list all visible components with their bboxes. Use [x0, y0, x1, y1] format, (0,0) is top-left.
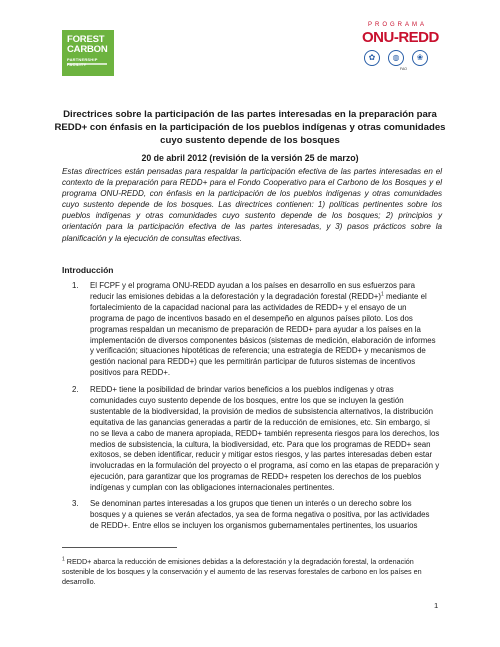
footnote-separator — [62, 547, 177, 548]
onu-redd-programa-label: PROGRAMA — [368, 22, 428, 28]
onu-redd-small-text: FAO — [400, 67, 408, 71]
footnote-text: REDD+ abarca la reducción de emisiones debidas a la deforestación y la degradación forestal, la ordenación sostenible de los bosques y la conservación y el aumento de las reservas forestales de carbono en los países en desarrollo. — [62, 557, 422, 586]
footnote — [62, 557, 442, 586]
list-item-text-before: El FCPF y el programa ONU-REDD ayudan a los países en desarrollo en sus esfuerzos para reducir las emisiones debidas a la deforestación y la degradación forestal (REDD+) — [90, 281, 415, 301]
partner-icons — [364, 50, 444, 66]
document-date: 20 de abril 2012 (revisión de la versión 25 de marzo) — [141, 153, 359, 163]
fao-icon: ✿ — [364, 50, 380, 66]
list-item-text-after: mediante el fortalecimiento de la capacidad nacional para las actividades de REDD+ y el ensayo de un programa de pago de incentivos basado en el desempeño en algunos países piloto. Los dos programas respaldan un mecanismo de preparación de REDD+ para ayudar a los países en la implementación de diversos componentes básicos (sistemas de medición, elaboración de informes y verificación; situaciones hipotéticas de referencia; una estrategia de REDD+ y mecanismos de gestión nacional para REDD+) que les permitirán participar de futuros sistemas de incentivos positivos para REDD+. — [90, 291, 436, 378]
footnote-number: 1 — [62, 556, 65, 563]
fcpf-logo-line3: PARTNERSHIP — [67, 57, 98, 62]
onu-redd-logo — [350, 20, 456, 80]
list-item-text: REDD+ tiene la posibilidad de brindar varios beneficios a los pueblos indígenas y otras comunidades cuyo sustento depende de los bosques, entre los que se incluyen la gestión sustentable de la biodiversidad, la provisión de medios de subsistencia alternativos, la distribución equitativa de las ganancias generadas a partir de la reducción de emisiones, etc. Sin embargo, si no se lleva a cabo de manera apropiada, REDD+ también representa riesgos para los derechos, los medios de subsistencia, la cultura, la biodiversidad, etc. Para que los programas de REDD+ sean exitosos, se deben identificar, reducir y mitigar estos riesgos, y las partes interesadas deben estar involucradas en la formulación del proyecto o el programa, así como en las etapas de preparación y ejecución, para garantizar que los programas de REDD+ respeten los derechos de los pueblos indígenas y cumplan con las obligaciones internacionales pertinentes. — [90, 385, 440, 493]
fcpf-logo-bar — [67, 63, 107, 65]
page-number: 1 — [434, 601, 439, 610]
fcpf-logo-line1: FOREST — [67, 34, 105, 45]
intro-paragraph: Estas directrices están pensadas para respaldar la participación efectiva de las partes interesadas en el contexto de la preparación para REDD+ para el Fondo Cooperativo para el Carbono de los Bosques y el programa ONU-REDD, con énfasis en la participación de los pueblos indígenas y otras comunidades cuyo sustento depende de los bosques. Las directrices contienen: 1) políticas pertinentes sobre los pueblos indígenas y otras comunidades cuyo sustento depende de los bosques; 2) principios y orientación para la participación efectiva de las partes interesadas, y 3) pasos prácticos sobre la planificación y la ejecución de consultas efectivas. — [62, 167, 442, 243]
list-item-number: 3. — [72, 499, 79, 508]
onu-redd-name: ONU-REDD — [362, 29, 439, 46]
undp-icon: ◍ — [388, 50, 404, 66]
list-item-number: 1. — [72, 281, 79, 290]
footnote-ref[interactable]: 1 — [381, 291, 384, 298]
fcpf-logo-line2: CARBON — [67, 44, 108, 55]
list-item-number: 2. — [72, 385, 79, 394]
list-item-text: Se denominan partes interesadas a los grupos que tienen un interés o un derecho sobre los bosques y a quienes se verán afectados, ya sea de forma negativa o positiva, por las actividades de REDD+. Entre ellos se incluyen los organismos gubernamentales pertinentes, los usuarios — [90, 499, 430, 530]
document-title: Directrices sobre la participación de las partes interesadas en la preparación para REDD+ con énfasis en la participación de los pueblos indígenas y otras comunidades cuyo sustento depende de los bosques — [54, 109, 446, 146]
fcpf-logo — [62, 30, 114, 76]
section-heading: Introducción — [62, 265, 114, 275]
list-item-text — [90, 281, 440, 379]
unep-icon: ❀ — [412, 50, 428, 66]
